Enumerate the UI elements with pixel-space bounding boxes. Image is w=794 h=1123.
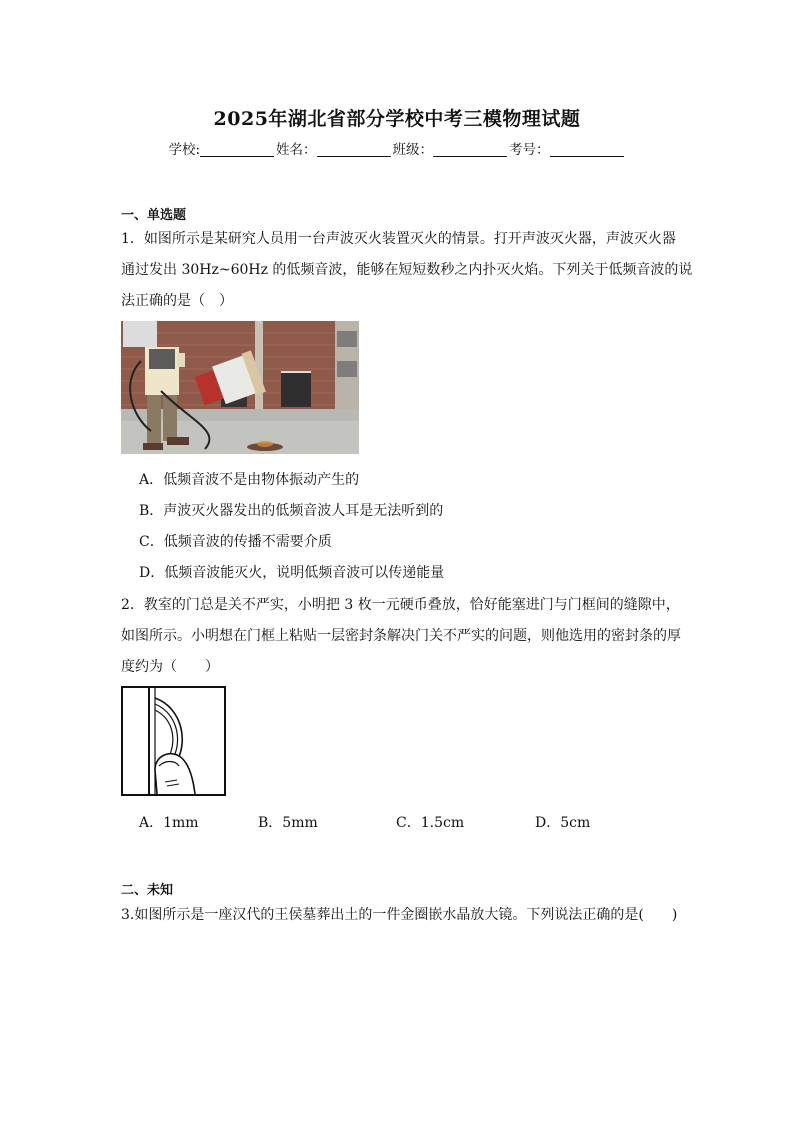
q1-option-d[interactable]: D．低频音波能灭火，说明低频音波可以传递能量 (139, 565, 445, 581)
school-blank[interactable] (200, 142, 274, 157)
section-heading-single-choice: 一、单选题 (121, 208, 187, 223)
q3-line-1: 3.如图所示是一座汉代的王侯墓葬出土的一件金圈嵌水晶放大镜。下列说法正确的是( ) (121, 907, 678, 923)
q2-option-d[interactable]: D．5cm (535, 815, 591, 831)
class-label: 班级： (392, 142, 434, 158)
exam-no-label: 考号： (509, 142, 550, 158)
exam-no-blank[interactable] (550, 142, 624, 157)
school-label: 学校: (168, 142, 201, 158)
q2-option-b[interactable]: B．5mm (258, 815, 318, 831)
q1-line-1: 1．如图所示是某研究人员用一台声波灭火装置灭火的情景。打开声波灭火器，声波灭火器 (121, 231, 676, 247)
name-blank[interactable] (317, 142, 391, 157)
page-title: 2025年湖北省部分学校中考三模物理试题 (213, 108, 581, 130)
student-info-row (0, 138, 794, 158)
q2-option-c[interactable]: C．1.5cm (396, 815, 465, 831)
q1-line-2: 通过发出 30Hz~60Hz 的低频音波，能够在短短数秒之内扑灭火焰。下列关于低频音波的说 (121, 262, 693, 278)
q1-photo-sonic-extinguisher (121, 321, 359, 454)
q2-line-3: 度约为（ ） (121, 659, 219, 675)
q1-option-c[interactable]: C．低频音波的传播不需要介质 (139, 534, 332, 550)
q2-line-2: 如图所示。小明想在门框上粘贴一层密封条解决门关不严实的问题，则他选用的密封条的厚 (121, 628, 681, 644)
name-label: 姓名： (276, 142, 317, 158)
q1-option-a[interactable]: A．低频音波不是由物体振动产生的 (139, 472, 360, 488)
q2-figure-coins-in-door-gap (121, 686, 226, 796)
q1-option-b[interactable]: B．声波灭火器发出的低频音波人耳是无法听到的 (139, 503, 444, 519)
q2-line-1: 2．教室的门总是关不严实，小明把 3 枚一元硬币叠放，恰好能塞进门与门框间的缝隙中， (121, 597, 680, 613)
q1-line-3: 法正确的是（ ） (121, 293, 233, 309)
class-blank[interactable] (433, 142, 507, 157)
section-heading-unknown: 二、未知 (121, 883, 174, 898)
q2-option-a[interactable]: A．1mm (139, 815, 199, 831)
